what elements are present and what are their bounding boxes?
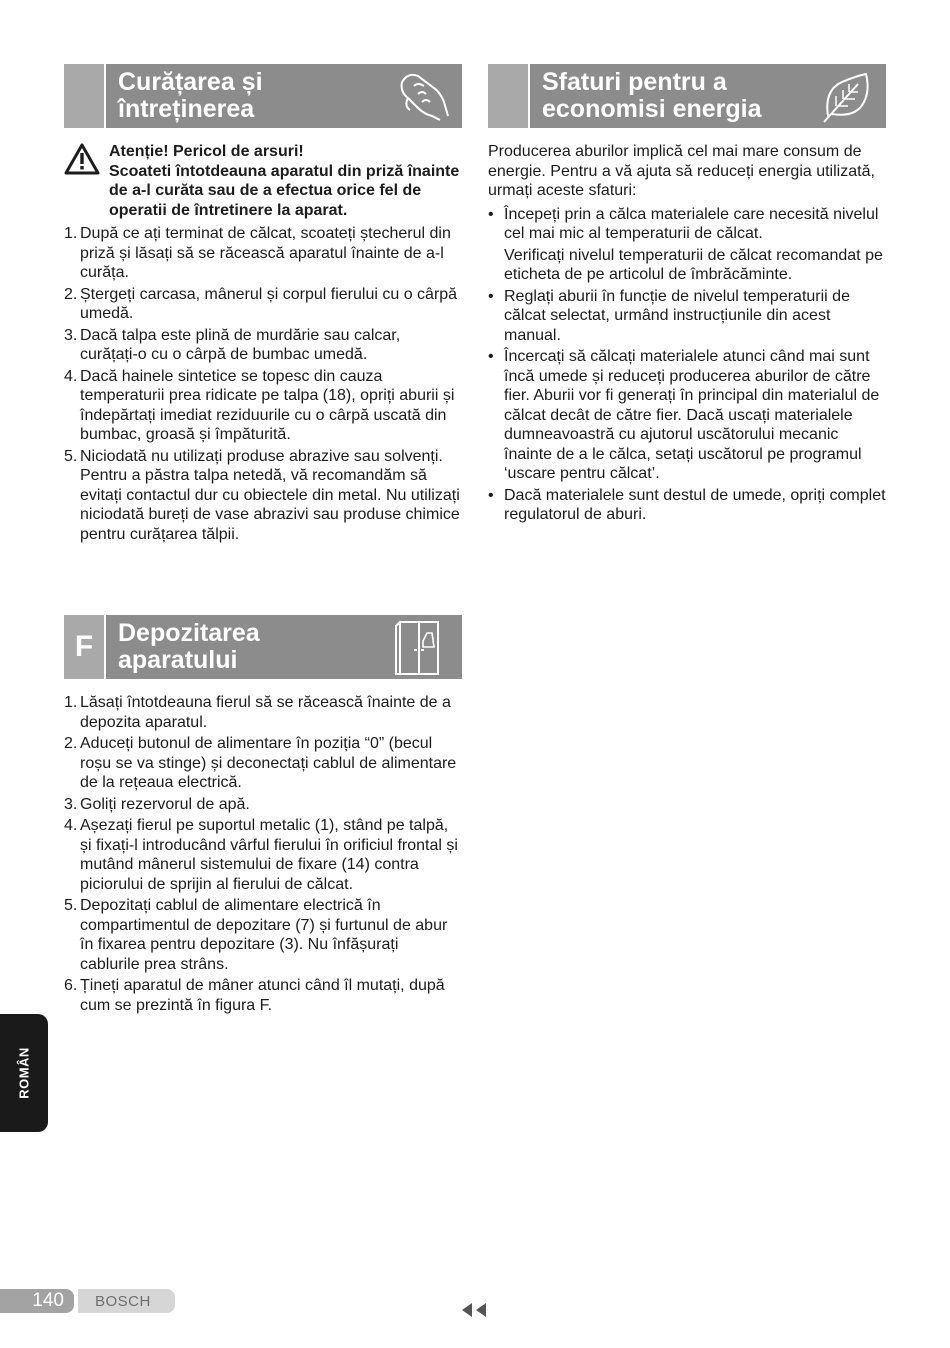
list-item: • Încercați să călcați materialele atunci când mai sunt încă umede și reduceți producerea aburilor de către fier. Aburii vor fi generați în principal din materialul de călcat decât de către fier. Dacă uscați materialele dumneavoastră cu ajutorul uscătorului mecanic înainte de a le călca, setați uscătorul pe programul ‘uscare pentru călcat’. [488, 348, 880, 482]
energy-title [530, 64, 802, 128]
list-item: 2. Aduceți butonul de alimentare în poziția “0” (becul roșu se va stinge) și deconectați cablul de alimentare de la rețeaua electrică. [64, 735, 457, 791]
brand-label: BOSCH [78, 1289, 175, 1313]
cleaning-steps [64, 224, 462, 544]
energy-header [488, 64, 886, 128]
storage-title-line1: Depozitarea [118, 619, 260, 647]
list-item: 5. Depozitați cablul de alimentare electrică în compartimentul de depozitare (7) și furtunul de abur în fixarea pentru depozitare (3). Nu înfășurați cablurile prea strâns. [64, 897, 448, 973]
section-letter [488, 64, 530, 128]
burn-warning [64, 142, 462, 220]
cleaning-header [64, 64, 462, 128]
warning-triangle-icon [64, 143, 100, 175]
cleaning-title [106, 64, 378, 128]
list-item: 1. Lăsați întotdeauna fierul să se răcească înainte de a depozita aparatul. [64, 694, 451, 731]
energy-section [488, 64, 886, 527]
list-item: 1. După ce ați terminat de călcat, scoateți ștecherul din priză și lăsați să se răcească aparatul înainte de a-l curăța. [64, 225, 451, 281]
double-left-arrow-icon[interactable] [460, 1302, 488, 1318]
energy-title-line2: economisi energia [542, 95, 762, 123]
language-label: ROMÂN [16, 1047, 32, 1099]
cleaning-title-line2: întreținerea [118, 95, 255, 123]
warning-heading: Atenție! Pericol de arsuri! [109, 143, 304, 160]
list-item: 3. Dacă talpa este plină de murdărie sau calcar, curățați-o cu o cârpă de bumbac umedă. [64, 326, 401, 363]
list-item: • Începeți prin a călca materialele care necesită nivelul cel mai mic al temperaturii de călcat. Verificați nivelul temperaturii de călcat recomandat pe eticheta de pe articolul de îmbrăcăminte. [488, 205, 886, 285]
list-item: 4. Așezați fierul pe suportul metalic (1), stând pe talpă, și fixați-l introducând vârful fierului în orificiul frontal și mutând mânerul sistemului de fixare (14) contra piciorului de sprijin al fierului de călcat. [64, 817, 458, 893]
leaf-icon [818, 68, 878, 124]
list-item: 3. Goliți rezervorul de apă. [64, 795, 250, 813]
hand-wiping-icon [394, 68, 454, 124]
energy-tips [488, 205, 886, 525]
list-item: 2. Ștergeți carcasa, mânerul și corpul fierului cu o cârpă umedă. [64, 285, 458, 322]
storage-header [64, 615, 462, 679]
section-letter [64, 64, 106, 128]
section-letter: F [64, 615, 106, 679]
list-item: • Dacă materialele sunt destul de umede, opriți complet regulatorul de aburi. [488, 486, 886, 523]
language-tab [0, 1014, 48, 1132]
tip-subtext: Verificați nivelul temperaturii de călcat recomandat pe eticheta de pe articolul de îmbrăcăminte. [504, 246, 883, 283]
warning-text: Scoateti întotdeauna aparatul din priză înainte de a-l curăta sau de a efectua orice fel de operatii de întretinere la aparat. [109, 162, 460, 219]
storage-steps [64, 693, 462, 1015]
energy-title-line1: Sfaturi pentru a [542, 68, 727, 96]
page-number: 140 [0, 1289, 74, 1313]
energy-intro: Producerea aburilor implică cel mai mare consum de energie. Pentru a vă ajuta să reduceți energia utilizată, urmați aceste sfaturi: [488, 143, 875, 199]
list-item: 6. Țineți aparatul de mâner atunci când îl mutați, după cum se prezintă în figura F. [64, 977, 445, 1014]
storage-title [106, 615, 378, 679]
cleaning-section [64, 64, 462, 546]
cupboard-icon [394, 619, 454, 675]
list-item: 5. Niciodată nu utilizați produse abrazive sau solvenți. Pentru a păstra talpa netedă, vă recomandăm să evitați contactul dur cu obiectele din metal. Nu utilizați niciodată bureți de vase abrazivi sau produse chimice pentru curățarea tălpii. [64, 447, 460, 543]
list-item: • Reglați aburii în funcție de nivelul temperaturii de călcat selectat, urmând instrucțiunile din acest manual. [488, 287, 850, 344]
list-item: 4. Dacă hainele sintetice se topesc din cauza temperaturii prea ridicate pe talpa (18), opriți aburii și îndepărtați imediat reziduurile cu o cârpă uscată din bumbac, groasă și împăturită. [64, 367, 455, 443]
storage-title-line2: aparatului [118, 646, 238, 674]
storage-section [64, 615, 462, 1017]
cleaning-title-line1: Curățarea și [118, 68, 263, 96]
